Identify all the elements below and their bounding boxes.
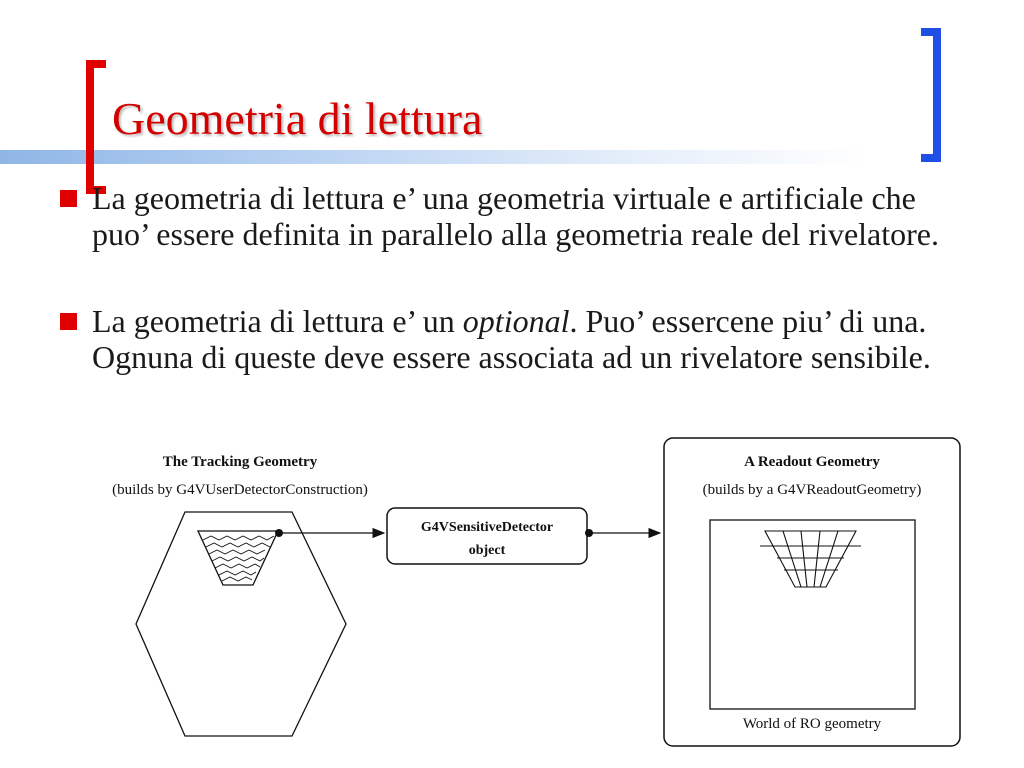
bullet-text-1: La geometria di lettura e’ una geometria virtuale e artificiale che puo’ essere definita in parallelo alla geometria reale del rivelatore.: [92, 180, 939, 252]
tracking-detector-shape: [198, 531, 278, 585]
sensitive-detector-label-line1: G4VSensitiveDetector: [420, 520, 554, 535]
tracking-geometry-subtitle: (builds by G4VUserDetectorConstruction): [112, 482, 368, 498]
bullet-2-after: . Puo’ essercene piu’ di una. Ognuna di queste deve essere associata ad un rivelatore sensibile.: [92, 303, 931, 375]
sensitive-detector-label-line2: object: [468, 543, 506, 558]
readout-world-label: World of RO geometry: [742, 716, 882, 732]
bullet-2-emphasis: optional: [462, 303, 570, 339]
tracking-geometry-title: The Tracking Geometry: [162, 454, 318, 470]
bullet-2-before: La geometria di lettura e’ un: [92, 303, 463, 339]
readout-geometry-subtitle: (builds by a G4VReadoutGeometry): [702, 482, 922, 498]
slide-title: Geometria di lettura: [112, 93, 483, 144]
readout-geometry-title: A Readout Geometry: [744, 454, 880, 470]
